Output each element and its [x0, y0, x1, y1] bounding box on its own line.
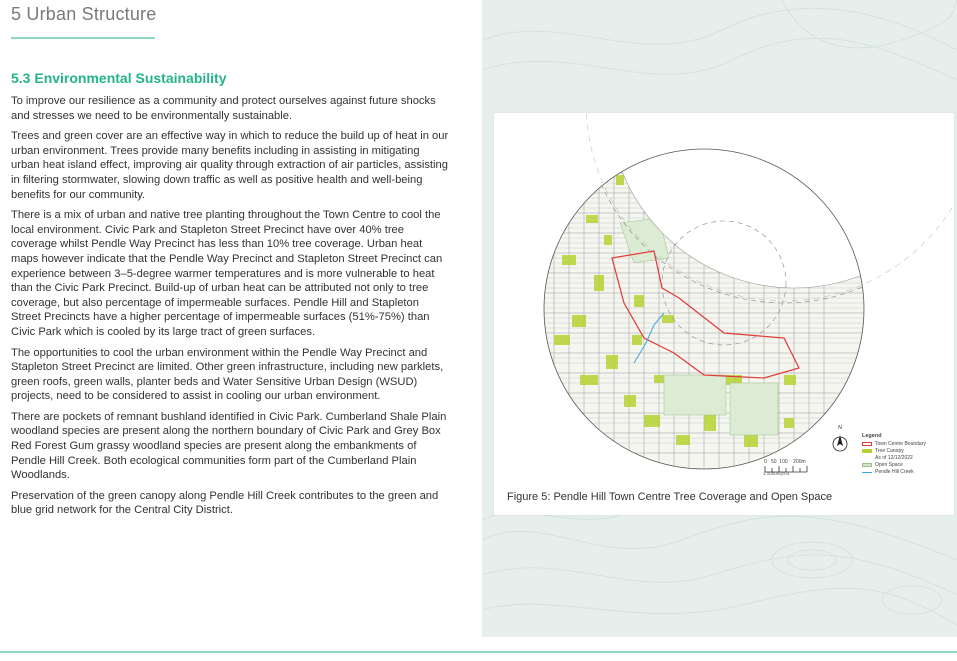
paragraph-5: There are pockets of remnant bushland identified in Civic Park. Cumberland Shale Plain woodland species are present along the northern boundary of Civic Park and Grey Box Red Forest Gum grassy woodland species are present along the embankments of Pendle Hill Creek. Both ecological communities form part of the Cumberland Plain Woodlands. — [11, 410, 447, 482]
north-label: N — [838, 425, 842, 431]
paragraph-1: To improve our resilience as a community and protect ourselves against future shocks and stresses we need to be environmentally sustainable. — [11, 95, 436, 122]
north-arrow — [832, 425, 848, 455]
figure-card — [494, 113, 954, 515]
figure-caption: Figure 5: Pendle Hill Town Centre Tree Coverage and Open Space — [507, 491, 833, 503]
paragraph-2: Trees and green cover are an effective way in which to reduce the build up of heat in our urban environment. Trees provide many benefits including in assisting in mitigating urban heat island effect, improving air quality through extraction of air particles, assisting in filtering stormwater, slowing down traffic as well as positive health and well-being benefits for our community. — [11, 130, 449, 201]
section-heading: 5.3 Environmental Sustainability — [11, 70, 227, 86]
legend-item-creek — [862, 468, 926, 475]
legend-item-boundary — [862, 440, 926, 447]
legend-title: Legend — [862, 433, 882, 439]
paragraph-6: Preservation of the green canopy along Pendle Hill Creek contributes to the green and blue grid network for the Central City District. — [11, 489, 439, 517]
legend-label: As of 12/12/2022 — [875, 454, 913, 461]
legend-item-open-space — [862, 461, 926, 468]
map-legend — [862, 433, 926, 475]
page-header-title: 5 Urban Structure — [11, 4, 157, 24]
body-text-column — [11, 94, 451, 524]
legend-item-date — [862, 454, 926, 461]
scale-ticks-label: 0 50 100 200m — [764, 459, 806, 465]
legend-label: Pendle Hill Creek — [875, 468, 914, 475]
legend-label: Open Space — [875, 461, 903, 468]
paragraph-3: There is a mix of urban and native tree planting throughout the Town Centre to cool the local environment. Civic Park and Stapleton Street Precinct have over 40% tree coverage whilst Pendle Way Precinct has less than 10% tree coverage. Urban heat maps however indicate that the Pendle Way Precinct and Stapleton Street Precinct can experience between 3–5-degree warmer temperatures and is more vulnerable to heat than the Civic Park Precinct. Build-up of urban heat can be attributed not only to tree coverage, but also percentage of impermeable surfaces. Pendle Hill and Stapleton Street Precincts have a higher percentage of impermeable surfaces (51%-75%) than Civic Park which is cooled by its large tract of green surfaces. — [11, 209, 443, 338]
footer-rule — [0, 651, 957, 653]
legend-label: Town Centre Boundary — [875, 440, 926, 447]
legend-label: Tree Canopy — [875, 447, 904, 454]
scale-ratio: 1:10000@A4 — [763, 471, 790, 476]
legend-item-canopy — [862, 447, 926, 454]
paragraph-4: The opportunities to cool the urban environment within the Pendle Way Precinct and Stapleton Street Precinct are limited. Other green infrastructure, including new parklets, green roofs, green walls, planter beds and Water Sensitive Urban Design (WSUD) projects, need to be considered to assist in cooling our urban environment. — [11, 346, 444, 403]
header-underline — [11, 37, 155, 39]
